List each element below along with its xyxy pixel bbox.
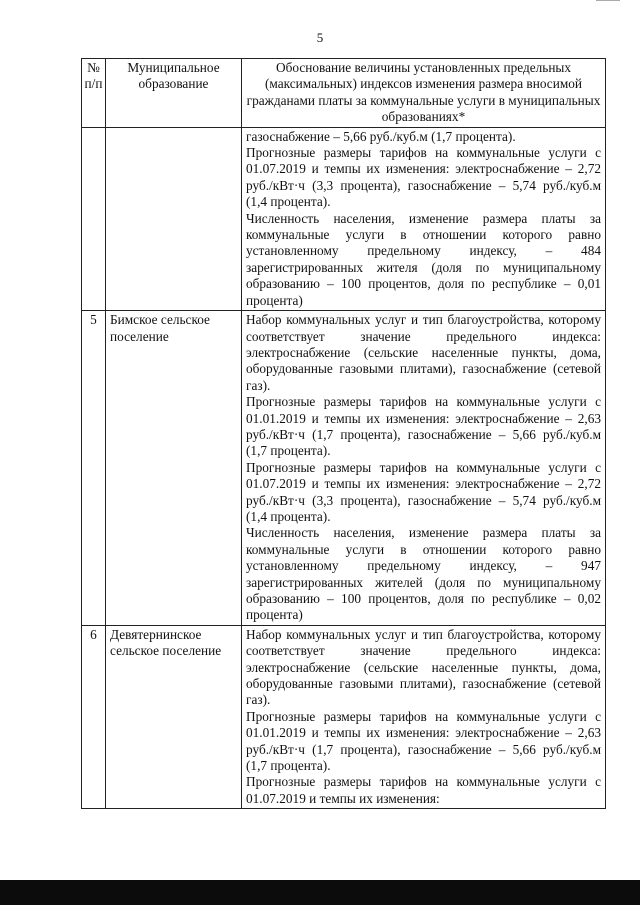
header-justification-label: Обоснование величины установленных предельных (максимальных) индексов изменения размера вносимой гражданами платы за коммунальные услуги в муниципальных образованиях* — [246, 60, 601, 125]
cell-number: 6 — [82, 625, 106, 808]
justification-paragraph: Прогнозные размеры тарифов на коммунальные услуги с 01.01.2019 и темпы их изменения: электроснабжение – 2,63 руб./кВт·ч (1,7 процента), газоснабжение – 5,66 руб./куб.м (1,7 процента). — [246, 394, 601, 459]
cell-municipality: Бимское сельское поселение — [106, 311, 242, 626]
header-municipality-label: Муниципальное образование — [127, 60, 220, 92]
page-number: 5 — [316, 30, 324, 45]
scan-edge-mark — [596, 0, 620, 1]
table-row — [82, 311, 606, 626]
cell-justification — [242, 127, 606, 310]
table-row — [82, 625, 606, 808]
justification-paragraph: Прогнозные размеры тарифов на коммунальные услуги с 01.07.2019 и темпы их изменения: электроснабжение – 2,72 руб./кВт·ч (3,3 процента), газоснабжение – 5,74 руб./куб.м (1,4 процента). — [246, 145, 601, 210]
justification-paragraph: Набор коммунальных услуг и тип благоустройства, которому соответствует значение предельного индекса: электроснабжение (сельские населенные пункты, дома, оборудованные газовыми плитами), газоснабжение (сетевой газ). — [246, 626, 601, 708]
header-municipality — [106, 59, 242, 128]
header-justification — [242, 59, 606, 128]
cell-municipality — [106, 127, 242, 310]
justification-paragraph: Численность населения, изменение размера платы за коммунальные услуги в отношении которого равно установленному предельному индексу, – 484 зарегистрированных жителя (доля по муниципальному образованию – 100 процентов, доля по республике – 0,01 процента) — [246, 210, 601, 308]
cell-number: 5 — [82, 311, 106, 626]
cell-municipality: Девятернинское сельское поселение — [106, 625, 242, 808]
header-number-label: № п/п — [84, 60, 103, 92]
justification-paragraph: газоснабжение – 5,66 руб./куб.м (1,7 процента). — [246, 128, 516, 144]
table-row-continued — [82, 127, 606, 310]
justification-paragraph: Набор коммунальных услуг и тип благоустройства, которому соответствует значение предельного индекса: электроснабжение (сельские населенные пункты, дома, оборудованные газовыми плитами), газоснабжение (сетевой газ). — [246, 312, 601, 393]
justification-paragraph: Прогнозные размеры тарифов на коммунальные услуги с 01.07.2019 и темпы их изменения: — [246, 774, 601, 806]
cell-justification — [242, 625, 606, 808]
scan-border — [0, 880, 640, 905]
header-number — [82, 59, 106, 128]
cell-justification — [242, 311, 606, 626]
justification-paragraph: Прогнозные размеры тарифов на коммунальные услуги с 01.07.2019 и темпы их изменения: электроснабжение – 2,72 руб./кВт·ч (3,3 процента), газоснабжение – 5,74 руб./куб.м (1,4 процента). — [246, 459, 601, 524]
cell-number — [82, 127, 106, 310]
justification-paragraph: Прогнозные размеры тарифов на коммунальные услуги с 01.01.2019 и темпы их изменения: электроснабжение – 2,63 руб./кВт·ч (1,7 процента), газоснабжение – 5,66 руб./куб.м (1,7 процента). — [246, 708, 601, 774]
justification-paragraph: Численность населения, изменение размера платы за коммунальные услуги в отношении которого равно установленному предельному индексу, – 947 зарегистрированных жителей (доля по муниципальному образованию – 100 процентов, доля по республике – 0,02 процента) — [246, 525, 601, 623]
table-header-row — [82, 59, 606, 128]
tariff-index-table — [81, 58, 606, 809]
